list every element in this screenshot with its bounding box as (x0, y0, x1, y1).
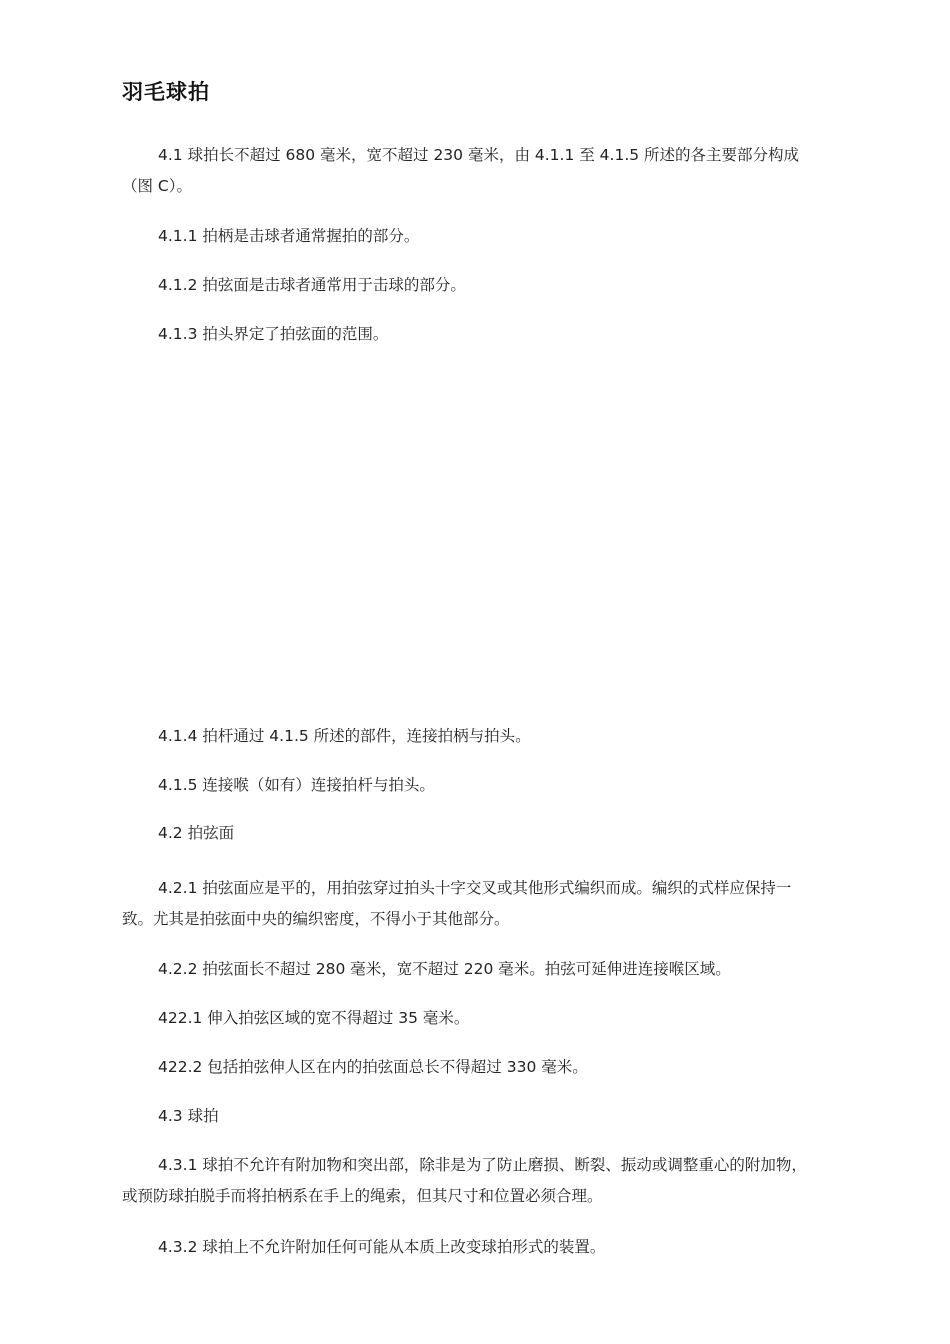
section-heading-4-2: 4.2 拍弦面 (158, 824, 235, 842)
paragraph-4-1-2: 4.1.2 拍弦面是击球者通常用于击球的部分。 (158, 276, 466, 294)
paragraph-422-2: 422.2 包括拍弦伸人区在内的拍弦面总长不得超过 330 毫米。 (158, 1058, 588, 1076)
paragraph-4-1-4: 4.1.4 拍杆通过 4.1.5 所述的部件，连接拍柄与拍头。 (158, 727, 531, 745)
paragraph-4-1-1: 4.1.1 拍柄是击球者通常握拍的部分。 (158, 227, 420, 245)
paragraph-4-2-1: 4.2.1 拍弦面应是平的，用拍弦穿过拍头十字交叉或其他形式编织而成。编织的式样应保持一致。尤其是拍弦面中央的编织密度，不得小于其他部分。 (122, 879, 792, 928)
paragraph-4-1: 4.1 球拍长不超过 680 毫米，宽不超过 230 毫米，由 4.1.1 至 4.1.5 所述的各主要部分构成（图 C）。 (122, 146, 800, 195)
figure-placeholder (122, 370, 822, 700)
paragraph-4-3-2: 4.3.2 球拍上不允许附加任何可能从本质上改变球拍形式的装置。 (158, 1238, 606, 1256)
paragraph-4-1-3: 4.1.3 拍头界定了拍弦面的范围。 (158, 325, 389, 343)
paragraph-4-3-1: 4.3.1 球拍不允许有附加物和突出部，除非是为了防止磨损、断裂、振动或调整重心的附加物，或预防球拍脱手而将拍柄系在手上的绳索，但其尺寸和位置必须合理。 (122, 1156, 807, 1205)
paragraph-4-2-2: 4.2.2 拍弦面长不超过 280 毫米，宽不超过 220 毫米。拍弦可延伸进连接喉区域。 (158, 960, 731, 978)
section-heading-4-3: 4.3 球拍 (158, 1107, 219, 1125)
paragraph-422-1: 422.1 伸入拍弦区域的宽不得超过 35 毫米。 (158, 1009, 470, 1027)
document-title: 羽毛球拍 (122, 80, 210, 104)
paragraph-4-1-5: 4.1.5 连接喉（如有）连接拍杆与拍头。 (158, 776, 435, 794)
